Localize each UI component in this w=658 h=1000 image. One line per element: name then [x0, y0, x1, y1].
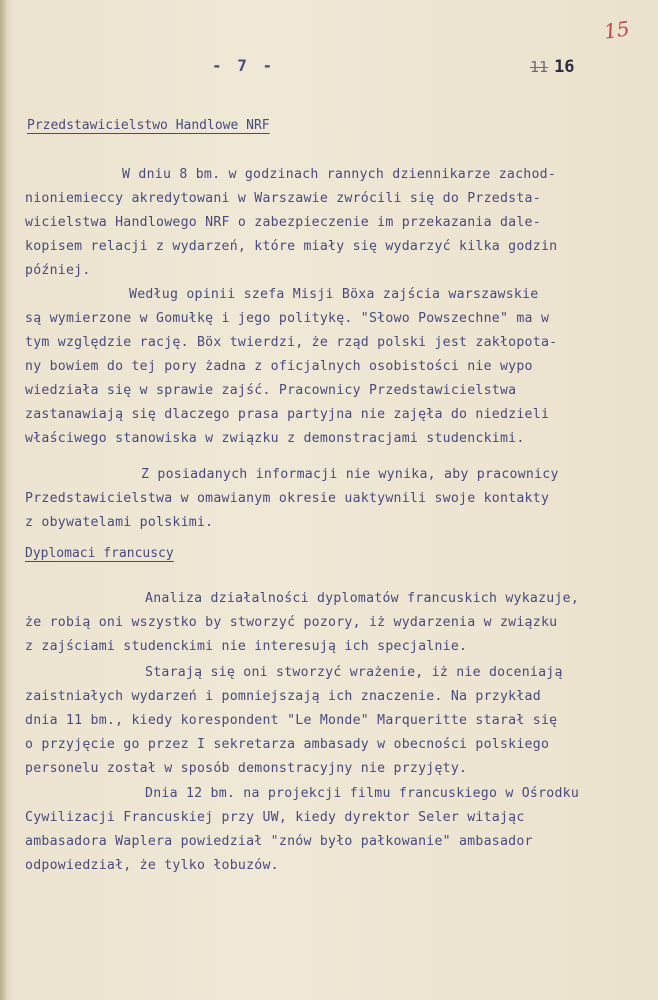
text-line: zaistniałych wydarzeń i pomniejszają ich znaczenie. Na przykład: [25, 689, 541, 704]
archive-number-old: 11: [530, 58, 549, 76]
text-line: Starają się oni stworzyć wrażenie, iż nie doceniają: [145, 665, 563, 680]
text-line: Analiza działalności dyplomatów francuskich wykazuje,: [145, 591, 580, 606]
text-line: Przedstawicielstwa w omawianym okresie uaktywnili swoje kontakty: [25, 491, 550, 506]
text-line: Według opinii szefa Misji Böxa zajścia warszawskie: [129, 287, 539, 302]
text-line: dnia 11 bm., kiedy korespondent "Le Monde" Marqueritte starał się: [25, 713, 558, 728]
text-line: Dnia 12 bm. na projekcji filmu francuskiego w Ośrodku: [145, 786, 580, 801]
text-line: Cywilizacji Francuskiej przy UW, kiedy dyrektor Seler witając: [25, 810, 525, 825]
text-line: W dniu 8 bm. w godzinach rannych dziennikarze zachod-: [122, 167, 557, 182]
archive-number-new: 16: [554, 57, 575, 77]
text-line: ambasadora Waplera powiedział "znów było pałkowanie" ambasador: [25, 834, 533, 849]
text-line: wicielstwa Handlowego NRF o zabezpieczenie im przekazania dale-: [25, 215, 541, 230]
text-line: z obywatelami polskimi.: [25, 515, 214, 530]
text-line: kopisem relacji z wydarzeń, które miały się wydarzyć kilka godzin: [25, 239, 558, 254]
text-line: zastanawiają się dlaczego prasa partyjna nie zajęła do niedzieli: [25, 407, 550, 422]
text-line: ny bowiem do tej pory żadna z oficjalnych osobistości nie wypo: [25, 359, 533, 374]
text-line: Z posiadanych informacji nie wynika, aby pracownicy: [141, 467, 559, 482]
text-line: są wymierzone w Gomułkę i jego politykę. "Słowo Powszechne" ma w: [25, 311, 550, 326]
text-line: o przyjęcie go przez I sekretarza ambasady w obecności polskiego: [25, 737, 550, 752]
text-line: nioniemieccy akredytowani w Warszawie zwrócili się do Przedsta-: [25, 191, 541, 206]
section-heading-french-diplomats: Dyplomaci francuscy: [25, 546, 174, 561]
text-line: że robią oni wszystko by stworzyć pozory, iż wydarzenia w związku: [25, 615, 558, 630]
text-line: z zajściami studenckimi nie interesują ich specjalnie.: [25, 639, 468, 654]
text-line: odpowiedział, że tylko łobuzów.: [25, 858, 279, 873]
page-number: - 7 -: [212, 56, 276, 75]
folio-handwritten: 15: [602, 16, 631, 44]
section-heading-trade-mission: Przedstawicielstwo Handlowe NRF: [27, 118, 270, 133]
archive-number: [530, 57, 575, 77]
text-line: wiedziała się w sprawie zajść. Pracownicy Przedstawicielstwa: [25, 383, 517, 398]
text-line: personelu został w sposób demonstracyjny nie przyjęty.: [25, 761, 468, 776]
text-line: później.: [25, 263, 91, 278]
page-binding-edge: [0, 0, 6, 1000]
text-line: tym względzie rację. Böx twierdzi, że rząd polski jest zakłopota-: [25, 335, 558, 350]
text-line: właściwego stanowiska w związku z demonstracjami studenckimi.: [25, 431, 525, 446]
